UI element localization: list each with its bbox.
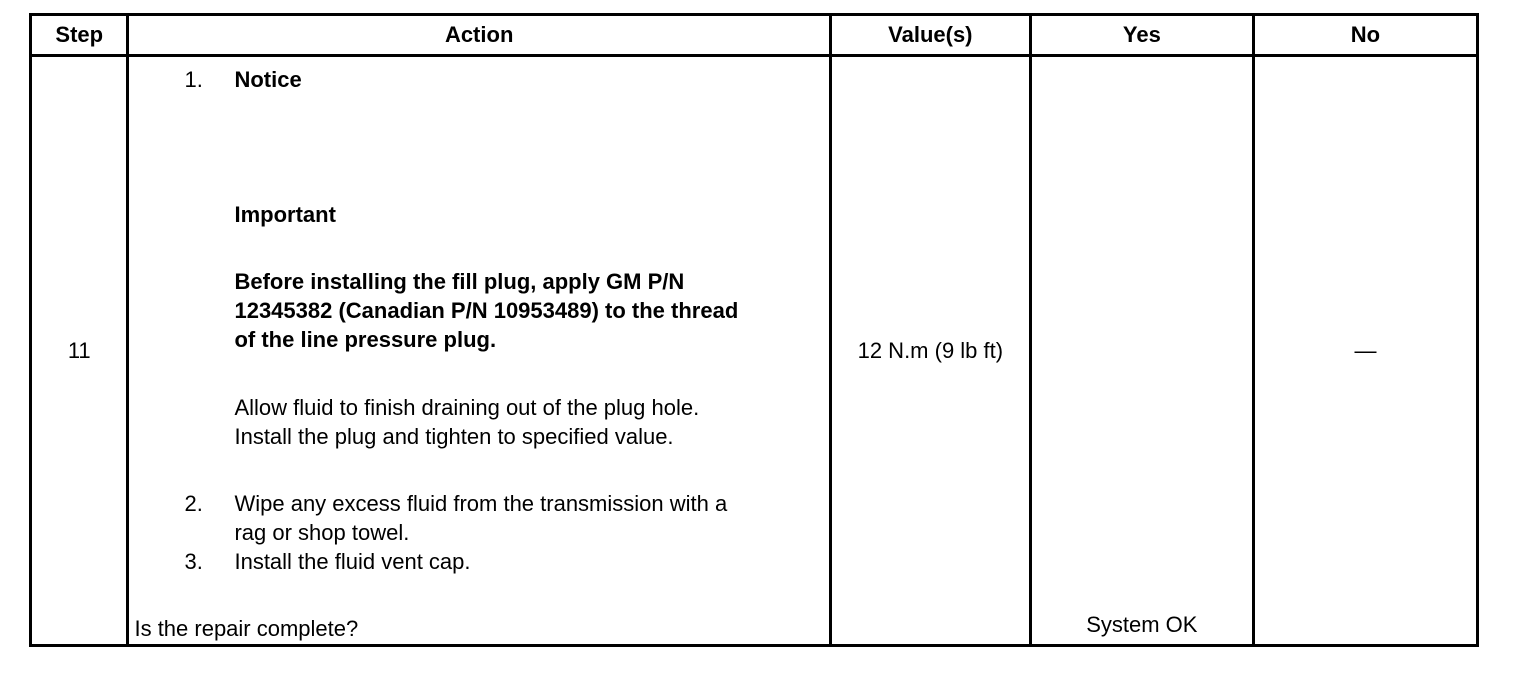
item-2-line-1: Wipe any excess fluid from the transmission with a — [234, 491, 728, 516]
important-text-line-1: Before installing the fill plug, apply GM P/N — [234, 269, 685, 294]
header-no: No — [1253, 15, 1477, 56]
allow-text-line-2: Install the plug and tighten to specified value. — [234, 424, 674, 449]
diagnostic-table — [29, 13, 1479, 647]
no-cell: — — [1253, 56, 1477, 646]
header-row — [31, 15, 1478, 56]
repair-question: Is the repair complete? — [134, 616, 359, 641]
table-row — [31, 56, 1478, 646]
value-cell: 12 N.m (9 lb ft) — [830, 56, 1030, 646]
allow-text-line-1: Allow fluid to finish draining out of the plug hole. — [234, 395, 700, 420]
header-yes: Yes — [1030, 15, 1253, 56]
action-cell — [128, 56, 830, 646]
yes-result: System OK — [1086, 612, 1198, 637]
item-2-line-2: rag or shop towel. — [234, 520, 410, 545]
yes-cell — [1030, 56, 1253, 646]
item-2-number: 2. — [184, 491, 203, 516]
header-action: Action — [128, 15, 830, 56]
notice-label: Notice — [234, 67, 302, 92]
item-1-number: 1. — [184, 67, 203, 92]
important-text-line-3: of the line pressure plug. — [234, 327, 497, 352]
header-values: Value(s) — [830, 15, 1030, 56]
item-3-line-1: Install the fluid vent cap. — [234, 549, 471, 574]
important-label: Important — [234, 202, 336, 227]
item-3-number: 3. — [184, 549, 203, 574]
important-text-line-2: 12345382 (Canadian P/N 10953489) to the thread — [234, 298, 739, 323]
header-step: Step — [31, 15, 128, 56]
step-number: 11 — [31, 56, 128, 646]
